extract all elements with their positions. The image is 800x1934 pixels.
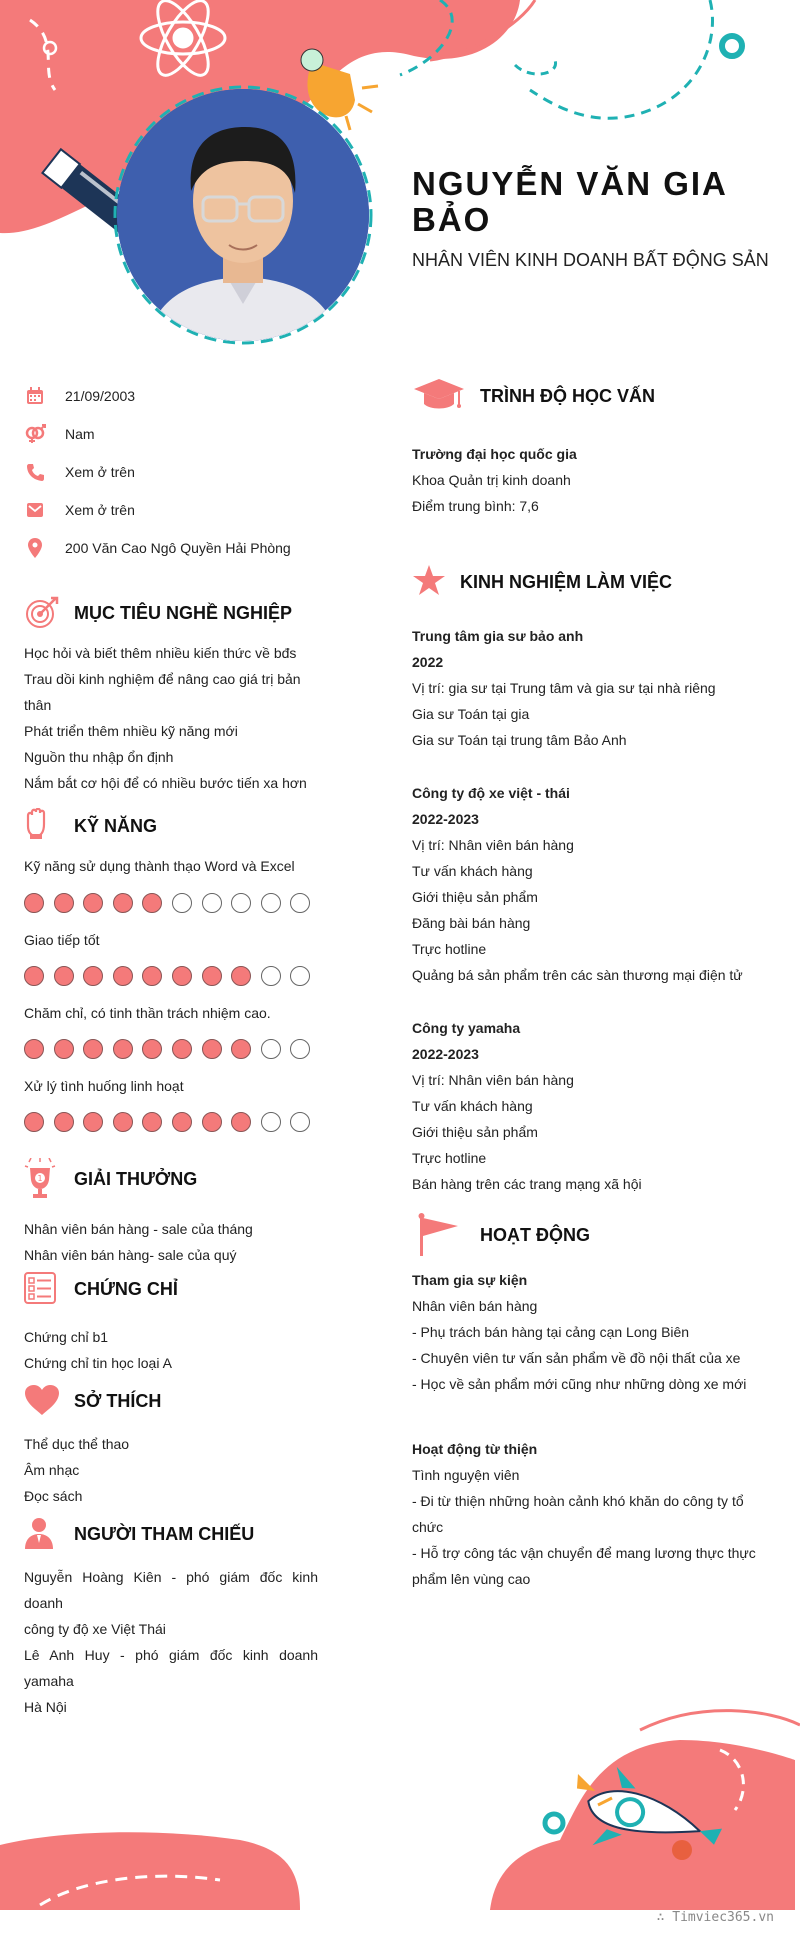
skill-level-dot bbox=[54, 966, 74, 986]
skill-level-dot bbox=[261, 1039, 281, 1059]
skill-level-dot bbox=[261, 1112, 281, 1132]
skill-level-dot bbox=[54, 1112, 74, 1132]
skill-level-dot bbox=[113, 966, 133, 986]
job-line: Trực hotline bbox=[412, 1150, 487, 1166]
activity-group bbox=[412, 1436, 768, 1592]
activity-name: Hoạt động từ thiện bbox=[412, 1441, 538, 1457]
hobbies-title: SỞ THÍCH bbox=[74, 1390, 162, 1411]
graduation-cap-icon bbox=[412, 378, 468, 414]
job-period: 2022-2023 bbox=[412, 1046, 479, 1062]
objective-line: Trau dồi kinh nghiệm để nâng cao giá trị bản bbox=[24, 671, 301, 687]
name-line-1: NGUYỄN VĂN GIA bbox=[412, 165, 728, 202]
activity-line: phẩm lên vùng cao bbox=[412, 1571, 531, 1587]
job-line: Bán hàng trên các trang mạng xã hội bbox=[412, 1176, 642, 1192]
job-line: Gia sư Toán tại gia bbox=[412, 706, 530, 722]
awards-title: GIẢI THƯỞNG bbox=[74, 1168, 198, 1189]
hobby-line: Thể dục thể thao bbox=[24, 1436, 130, 1452]
gender-value: Nam bbox=[65, 426, 95, 442]
activities-title: HOẠT ĐỘNG bbox=[480, 1224, 590, 1245]
certificates-heading bbox=[24, 1272, 324, 1306]
skill-level-dot bbox=[290, 893, 310, 913]
skill-level-dot bbox=[113, 1112, 133, 1132]
skill-level-dot bbox=[83, 1039, 103, 1059]
skill-level-dot bbox=[202, 966, 222, 986]
skill-level-dot bbox=[261, 966, 281, 986]
objective-title: MỤC TIÊU NGHỀ NGHIỆP bbox=[74, 602, 293, 623]
reference-line: Hà Nội bbox=[24, 1699, 67, 1715]
job-line: Giới thiệu sản phẩm bbox=[412, 1124, 538, 1140]
skill-level-dot bbox=[24, 1112, 44, 1132]
objective-line: Học hỏi và biết thêm nhiều kiến thức về bđs bbox=[24, 645, 297, 661]
trophy-icon bbox=[24, 1158, 64, 1200]
job-line: Vị trí: Nhân viên bán hàng bbox=[412, 837, 574, 853]
job-company: Công ty yamaha bbox=[412, 1020, 521, 1036]
education-line: Khoa Quản trị kinh doanh bbox=[412, 472, 571, 488]
skill-name: Giao tiếp tốt bbox=[24, 932, 100, 948]
skill-name: Chăm chỉ, có tinh thần trách nhiệm cao. bbox=[24, 1005, 271, 1021]
email-value: Xem ở trên bbox=[65, 502, 135, 518]
experience-title: KINH NGHIỆM LÀM VIỆC bbox=[460, 571, 673, 592]
activity-name: Tham gia sự kiện bbox=[412, 1272, 528, 1288]
checklist-icon bbox=[24, 1272, 64, 1306]
activity-line: Nhân viên bán hàng bbox=[412, 1298, 538, 1314]
skill-level-dot bbox=[83, 893, 103, 913]
objective-line: Nắm bắt cơ hội để có nhiều bước tiến xa hơn bbox=[24, 775, 307, 791]
reference-line: Lê Anh Huy - phó giám đốc kinh doanh yamaha bbox=[24, 1647, 318, 1689]
certificates-body bbox=[24, 1324, 324, 1376]
skill-level-dot bbox=[231, 1112, 251, 1132]
objective-heading bbox=[24, 593, 324, 633]
experience-heading bbox=[412, 562, 772, 602]
skill-level-dot bbox=[24, 893, 44, 913]
gender-icon bbox=[24, 423, 46, 445]
skill-level-dot bbox=[24, 966, 44, 986]
certificates-title: CHỨNG CHỈ bbox=[74, 1278, 178, 1299]
job-line: Vị trí: Nhân viên bán hàng bbox=[412, 1072, 574, 1088]
skill-level-dot bbox=[172, 893, 192, 913]
skill-rating bbox=[24, 966, 320, 986]
skill-level-dot bbox=[83, 966, 103, 986]
references-title: NGƯỜI THAM CHIẾU bbox=[74, 1523, 255, 1544]
awards-body bbox=[24, 1216, 324, 1268]
education-line: Điểm trung bình: 7,6 bbox=[412, 498, 539, 514]
email-icon bbox=[24, 499, 46, 521]
skill-name: Kỹ năng sử dụng thành thạo Word và Excel bbox=[24, 858, 295, 874]
skill-level-dot bbox=[290, 1039, 310, 1059]
objective-body bbox=[24, 640, 318, 796]
address-value: 200 Văn Cao Ngô Quyền Hải Phòng bbox=[65, 540, 291, 556]
education-body bbox=[412, 441, 772, 519]
hobbies-heading bbox=[24, 1383, 324, 1419]
certificate-line: Chứng chỉ tin học loại A bbox=[24, 1355, 172, 1371]
calendar-icon bbox=[24, 385, 46, 407]
watermark: ∴ Timviec365.vn bbox=[656, 1910, 774, 1925]
objective-line: Phát triển thêm nhiều kỹ năng mới bbox=[24, 723, 238, 739]
objective-line: thân bbox=[24, 697, 52, 713]
activity-line: chức bbox=[412, 1519, 444, 1535]
hobbies-body bbox=[24, 1431, 324, 1509]
skill-level-dot bbox=[261, 893, 281, 913]
skill-level-dot bbox=[172, 1039, 192, 1059]
skills-heading bbox=[24, 806, 324, 846]
dob-value: 21/09/2003 bbox=[65, 388, 136, 404]
skill-level-dot bbox=[202, 1039, 222, 1059]
skill-level-dot bbox=[290, 966, 310, 986]
job-line: Tư vấn khách hàng bbox=[412, 863, 533, 879]
objective-line: Nguồn thu nhập ổn định bbox=[24, 749, 174, 765]
skill-level-dot bbox=[113, 1039, 133, 1059]
job-line: Tư vấn khách hàng bbox=[412, 1098, 533, 1114]
education-heading bbox=[412, 376, 772, 416]
certificate-line: Chứng chỉ b1 bbox=[24, 1329, 109, 1345]
skill-level-dot bbox=[142, 1112, 162, 1132]
skill-level-dot bbox=[54, 893, 74, 913]
activity-line: - Học về sản phẩm mới cũng như những dòng xe mới bbox=[412, 1376, 747, 1392]
awards-heading bbox=[24, 1157, 324, 1201]
target-icon bbox=[24, 595, 64, 631]
hobby-line: Đọc sách bbox=[24, 1488, 83, 1504]
job-line: Trực hotline bbox=[412, 941, 487, 957]
person-icon bbox=[24, 1517, 64, 1551]
job-line: Vị trí: gia sư tại Trung tâm và gia sư tại nhà riêng bbox=[412, 680, 716, 696]
hobby-line: Âm nhạc bbox=[24, 1462, 80, 1478]
footer-decoration bbox=[0, 1700, 800, 1934]
job-company: Trung tâm gia sư bảo anh bbox=[412, 628, 584, 644]
experience-job bbox=[412, 623, 772, 753]
skill-level-dot bbox=[172, 966, 192, 986]
contact-address bbox=[24, 537, 354, 559]
job-line: Gia sư Toán tại trung tâm Bảo Anh bbox=[412, 732, 627, 748]
job-line: Quảng bá sản phẩm trên các sàn thương mại điện tử bbox=[412, 967, 743, 983]
contact-email bbox=[24, 499, 354, 521]
heart-icon bbox=[24, 1384, 64, 1418]
skill-level-dot bbox=[83, 1112, 103, 1132]
star-icon bbox=[412, 564, 448, 600]
job-line: Đăng bài bán hàng bbox=[412, 915, 531, 931]
award-line: Nhân viên bán hàng- sale của quý bbox=[24, 1247, 237, 1263]
reference-line: công ty độ xe Việt Thái bbox=[24, 1621, 166, 1637]
job-period: 2022 bbox=[412, 654, 444, 670]
references-body bbox=[24, 1564, 318, 1720]
skill-level-dot bbox=[231, 966, 251, 986]
contact-dob bbox=[24, 385, 354, 407]
activity-line: - Hỗ trợ công tác vận chuyển để mang lương thực thực bbox=[412, 1545, 756, 1561]
skill-level-dot bbox=[202, 893, 222, 913]
skill-name: Xử lý tình huống linh hoạt bbox=[24, 1078, 184, 1094]
reference-line: Nguyễn Hoàng Kiên - phó giám đốc kinh doanh bbox=[24, 1569, 318, 1611]
skill-level-dot bbox=[202, 1112, 222, 1132]
skill-level-dot bbox=[142, 966, 162, 986]
experience-job bbox=[412, 780, 782, 988]
skill-level-dot bbox=[172, 1112, 192, 1132]
contact-gender bbox=[24, 423, 354, 445]
references-heading bbox=[24, 1516, 344, 1552]
contact-phone bbox=[24, 461, 354, 483]
activity-line: - Đi từ thiện những hoàn cảnh khó khăn do công ty tổ bbox=[412, 1493, 744, 1509]
education-school: Trường đại học quốc gia bbox=[412, 446, 577, 462]
experience-job bbox=[412, 1015, 772, 1197]
flag-icon bbox=[412, 1212, 464, 1258]
activity-line: - Phụ trách bán hàng tại cảng cạn Long Biên bbox=[412, 1324, 690, 1340]
job-line: Giới thiệu sản phẩm bbox=[412, 889, 538, 905]
activities-heading bbox=[412, 1212, 772, 1258]
location-pin-icon bbox=[24, 537, 46, 559]
candidate-name bbox=[412, 166, 752, 238]
skill-level-dot bbox=[231, 893, 251, 913]
skill-level-dot bbox=[24, 1039, 44, 1059]
skill-level-dot bbox=[54, 1039, 74, 1059]
svg-text:1: 1 bbox=[37, 1174, 43, 1183]
activity-group bbox=[412, 1267, 782, 1397]
skill-level-dot bbox=[113, 893, 133, 913]
award-line: Nhân viên bán hàng - sale của tháng bbox=[24, 1221, 253, 1237]
skill-level-dot bbox=[142, 1039, 162, 1059]
activity-line: - Chuyên viên tư vấn sản phẩm về đồ nội thất của xe bbox=[412, 1350, 741, 1366]
skill-level-dot bbox=[231, 1039, 251, 1059]
job-period: 2022-2023 bbox=[412, 811, 479, 827]
job-company: Công ty độ xe việt - thái bbox=[412, 785, 570, 801]
job-title: NHÂN VIÊN KINH DOANH BẤT ĐỘNG SẢN bbox=[412, 250, 769, 270]
name-line-2: BẢO bbox=[412, 201, 492, 238]
skill-rating bbox=[24, 1039, 320, 1059]
skills-title: KỸ NĂNG bbox=[74, 815, 158, 836]
skill-level-dot bbox=[142, 893, 162, 913]
skill-rating bbox=[24, 1112, 320, 1132]
phone-value: Xem ở trên bbox=[65, 464, 135, 480]
phone-icon bbox=[24, 461, 46, 483]
education-title: TRÌNH ĐỘ HỌC VẤN bbox=[480, 385, 655, 406]
fist-icon bbox=[24, 808, 64, 844]
skill-level-dot bbox=[290, 1112, 310, 1132]
skill-rating bbox=[24, 893, 320, 913]
profile-photo bbox=[117, 89, 369, 341]
activity-line: Tình nguyện viên bbox=[412, 1467, 520, 1483]
